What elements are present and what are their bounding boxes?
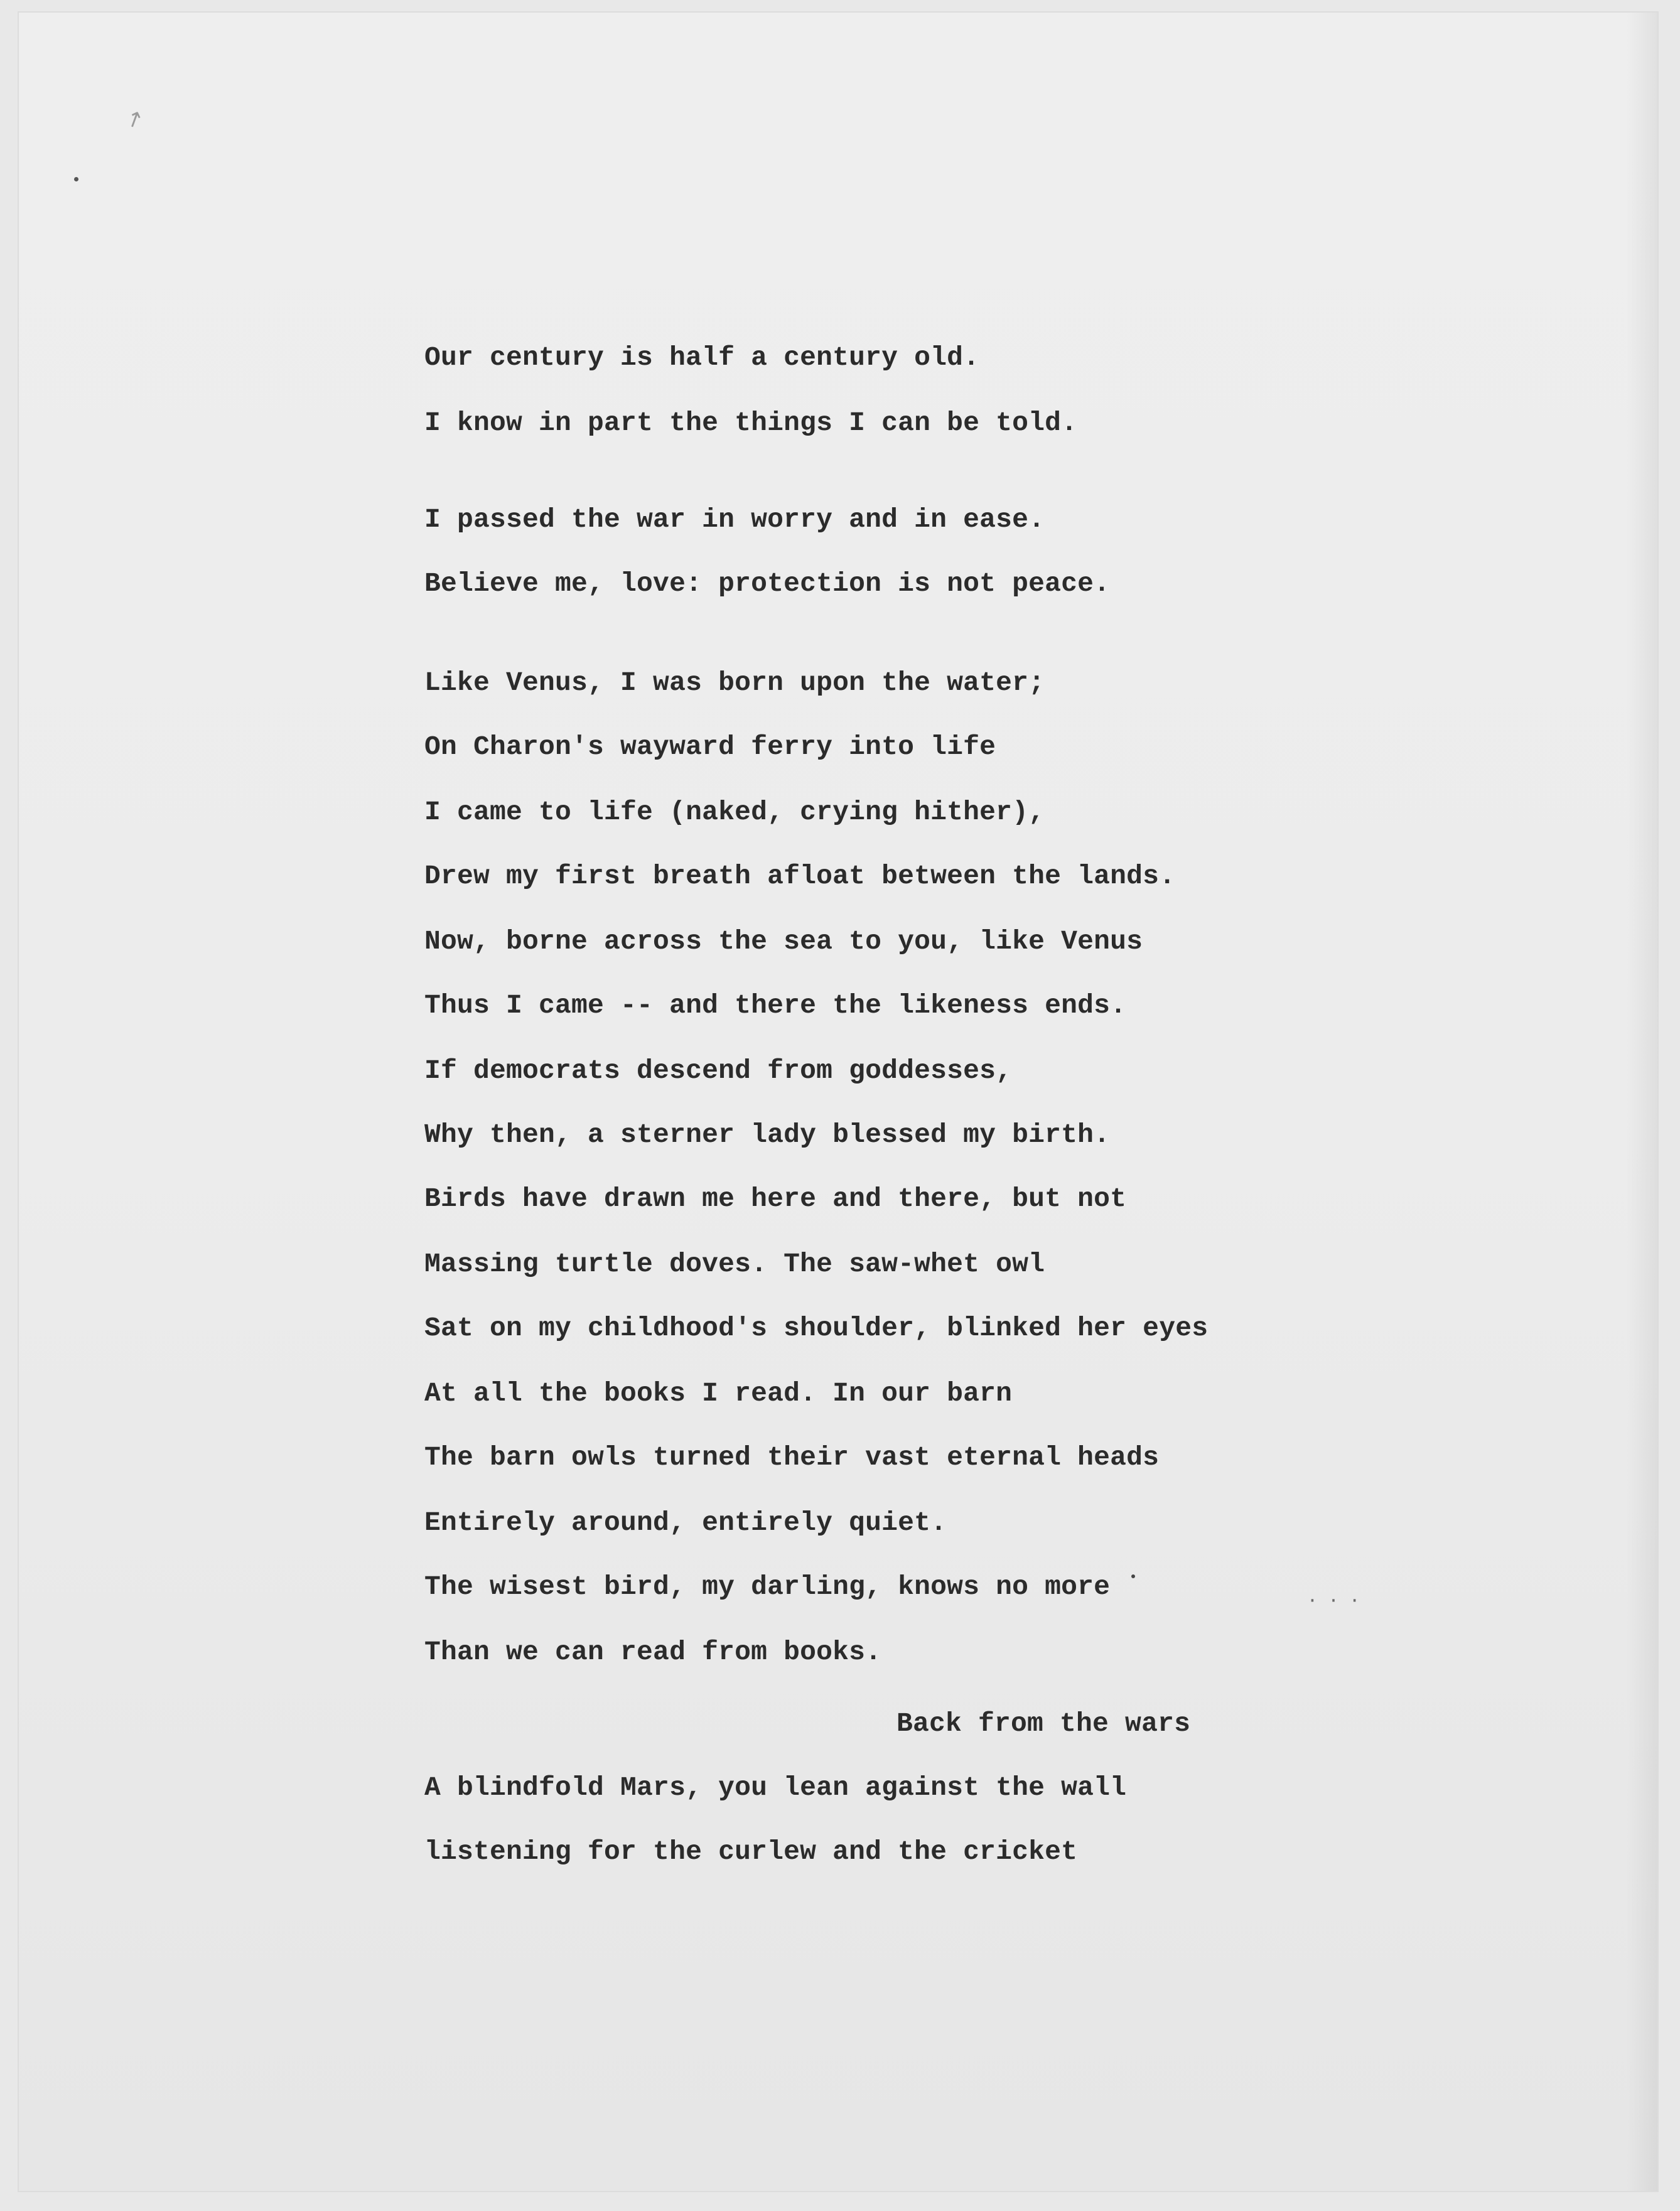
poem-line: Why then, a sterner lady blessed my birth. (424, 1119, 1111, 1150)
poem-line: The barn owls turned their vast eternal heads (424, 1442, 1160, 1473)
poem-line: Thus I came -- and there the likeness ends. (424, 990, 1127, 1021)
poem-line: On Charon's wayward ferry into life (424, 731, 996, 762)
poem-line: Our century is half a century old. (424, 342, 980, 373)
poem-line: I came to life (naked, crying hither), (424, 797, 1045, 827)
poem-line: Drew my first breath afloat between the lands. (424, 861, 1176, 891)
poem-line: I know in part the things I can be told. (424, 407, 1078, 438)
poem-line: At all the books I read. In our barn (424, 1378, 1013, 1409)
pencil-mark: ↗ (121, 104, 148, 135)
poem-line: Birds have drawn me here and there, but not (424, 1183, 1127, 1214)
poem-line: A blindfold Mars, you lean against the wall (424, 1772, 1127, 1803)
poem-line: Entirely around, entirely quiet. (424, 1507, 947, 1538)
poem-line: Now, borne across the sea to you, like Venus (424, 926, 1143, 957)
poem-line-indented: Back from the wars (897, 1708, 1191, 1739)
poem-line: Like Venus, I was born upon the water; (424, 667, 1045, 698)
poem-line: Believe me, love: protection is not peace. (424, 568, 1111, 599)
poem-line: Massing turtle doves. The saw-whet owl (424, 1249, 1045, 1279)
ink-specks: · · · (1309, 1588, 1362, 1613)
poem-line: The wisest bird, my darling, knows no more (424, 1571, 1111, 1602)
poem-line: listening for the curlew and the cricket (424, 1836, 1078, 1867)
poem-line: Sat on my childhood's shoulder, blinked her eyes (424, 1313, 1209, 1343)
poem-line: If democrats descend from goddesses, (424, 1055, 1013, 1086)
poem-line: Than we can read from books. (424, 1637, 882, 1667)
poem-line: I passed the war in worry and in ease. (424, 504, 1045, 535)
